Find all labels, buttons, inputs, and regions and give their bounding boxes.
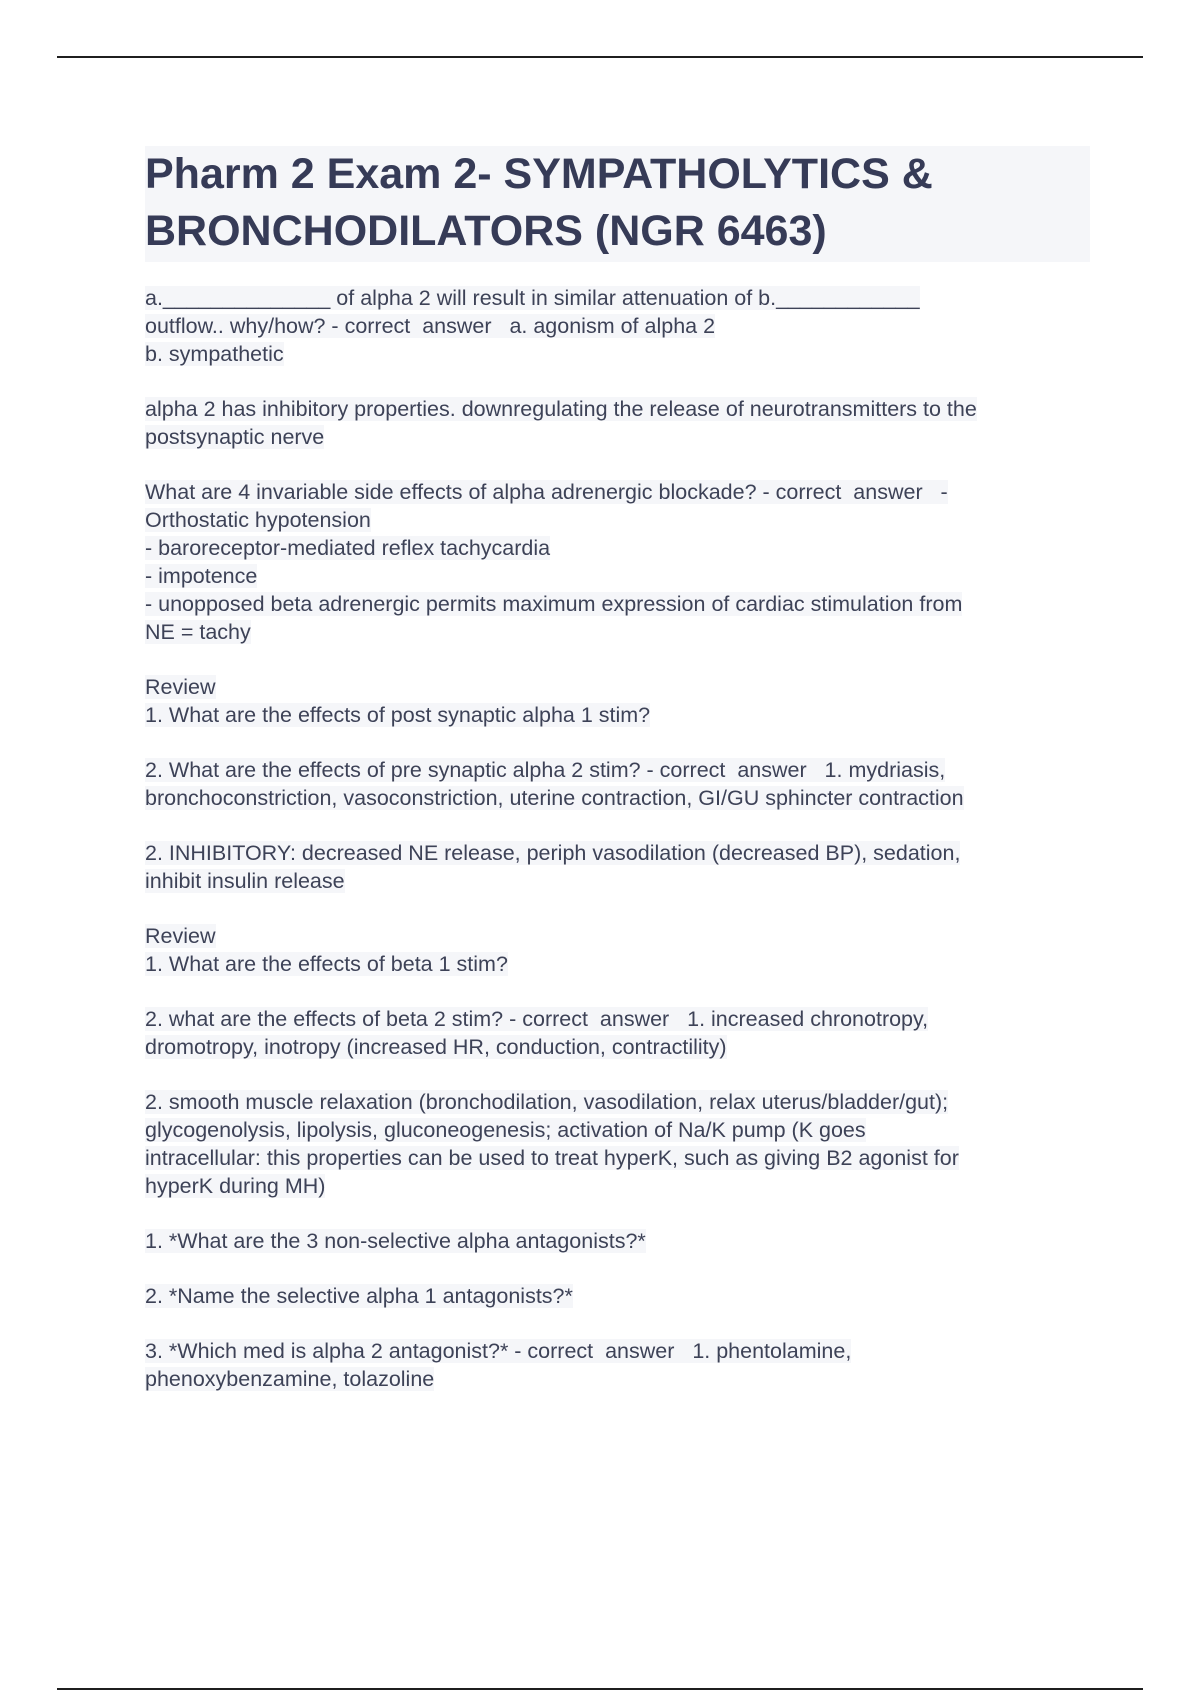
text-line-content: 3. *Which med is alpha 2 antagonist?* - correct answer 1. phentolamine, xyxy=(145,1339,852,1363)
text-line-content: 1. *What are the 3 non-selective alpha antagonists?* xyxy=(145,1229,646,1253)
qa-block xyxy=(145,478,1090,646)
text-line xyxy=(145,950,1090,978)
text-line-content: 1. What are the effects of beta 1 stim? xyxy=(145,952,508,976)
text-line xyxy=(145,1282,1090,1310)
text-line xyxy=(145,618,1090,646)
text-line-content: What are 4 invariable side effects of alpha adrenergic blockade? - correct answer - xyxy=(145,480,948,504)
text-line xyxy=(145,701,1090,729)
text-line xyxy=(145,312,1090,340)
text-line-content: 2. smooth muscle relaxation (bronchodilation, vasodilation, relax uterus/bladder/gut); xyxy=(145,1090,949,1114)
text-line-content: 2. *Name the selective alpha 1 antagonists?* xyxy=(145,1284,573,1308)
qa-block xyxy=(145,839,1090,895)
text-line-content: 2. INHIBITORY: decreased NE release, periph vasodilation (decreased BP), sedation, xyxy=(145,841,961,865)
text-line xyxy=(145,1172,1090,1200)
text-line xyxy=(145,1033,1090,1061)
text-line xyxy=(145,395,1090,423)
document-title-line-2: BRONCHODILATORS (NGR 6463) xyxy=(145,207,827,255)
text-line xyxy=(145,673,1090,701)
text-line-content: 1. What are the effects of post synaptic alpha 1 stim? xyxy=(145,703,651,727)
text-line-content: 2. what are the effects of beta 2 stim? - correct answer 1. increased chronotropy, xyxy=(145,1007,929,1031)
qa-block xyxy=(145,1005,1090,1061)
text-line-content: 2. What are the effects of pre synaptic alpha 2 stim? - correct answer 1. mydriasis, xyxy=(145,758,946,782)
document-body xyxy=(145,146,1090,1420)
text-line xyxy=(145,784,1090,812)
text-line xyxy=(145,478,1090,506)
qa-block xyxy=(145,284,1090,368)
text-line-content: b. sympathetic xyxy=(145,342,284,366)
text-line-content: postsynaptic nerve xyxy=(145,425,325,449)
text-line xyxy=(145,340,1090,368)
qa-block xyxy=(145,395,1090,451)
text-line-content: - impotence xyxy=(145,564,258,588)
text-line-content: NE = tachy xyxy=(145,620,251,644)
text-line-content: Orthostatic hypotension xyxy=(145,508,371,532)
text-line-content: - baroreceptor-mediated reflex tachycardia xyxy=(145,536,551,560)
text-line xyxy=(145,590,1090,618)
qa-block xyxy=(145,756,1090,812)
qa-block xyxy=(145,1088,1090,1200)
text-line-content: intracellular: this properties can be used to treat hyperK, such as giving B2 agonist for xyxy=(145,1146,959,1170)
text-line-content: alpha 2 has inhibitory properties. downregulating the release of neurotransmitters to the xyxy=(145,397,977,421)
qa-blocks xyxy=(145,284,1090,1393)
text-line xyxy=(145,756,1090,784)
text-line xyxy=(145,1144,1090,1172)
text-line xyxy=(145,1088,1090,1116)
text-line xyxy=(145,922,1090,950)
text-line-content: - unopposed beta adrenergic permits maximum expression of cardiac stimulation from xyxy=(145,592,963,616)
text-line-content: Review xyxy=(145,924,216,948)
text-line xyxy=(145,1116,1090,1144)
document-title-line-1: Pharm 2 Exam 2- SYMPATHOLYTICS & xyxy=(145,150,933,198)
title-box xyxy=(145,146,1090,262)
text-line xyxy=(145,562,1090,590)
footer-rule xyxy=(57,1688,1143,1690)
text-line-content: hyperK during MH) xyxy=(145,1174,326,1198)
text-line xyxy=(145,1005,1090,1033)
text-line-content: phenoxybenzamine, tolazoline xyxy=(145,1367,435,1391)
text-line-content: a.______________ of alpha 2 will result in similar attenuation of b.____________ xyxy=(145,286,920,310)
text-line-content: inhibit insulin release xyxy=(145,869,345,893)
text-line-content: dromotropy, inotropy (increased HR, conduction, contractility) xyxy=(145,1035,727,1059)
text-line xyxy=(145,839,1090,867)
text-line xyxy=(145,506,1090,534)
text-line xyxy=(145,1365,1090,1393)
qa-block xyxy=(145,922,1090,978)
header-rule xyxy=(57,56,1143,58)
text-line-content: glycogenolysis, lipolysis, gluconeogenesis; activation of Na/K pump (K goes xyxy=(145,1118,866,1142)
qa-block xyxy=(145,1227,1090,1255)
text-line-content: outflow.. why/how? - correct answer a. agonism of alpha 2 xyxy=(145,314,716,338)
qa-block xyxy=(145,673,1090,729)
text-line xyxy=(145,423,1090,451)
text-line-content: bronchoconstriction, vasoconstriction, uterine contraction, GI/GU sphincter contraction xyxy=(145,786,964,810)
text-line xyxy=(145,534,1090,562)
text-line xyxy=(145,1337,1090,1365)
text-line xyxy=(145,867,1090,895)
text-line-content: Review xyxy=(145,675,216,699)
text-line xyxy=(145,284,1090,312)
text-line xyxy=(145,1227,1090,1255)
qa-block xyxy=(145,1282,1090,1310)
qa-block xyxy=(145,1337,1090,1393)
